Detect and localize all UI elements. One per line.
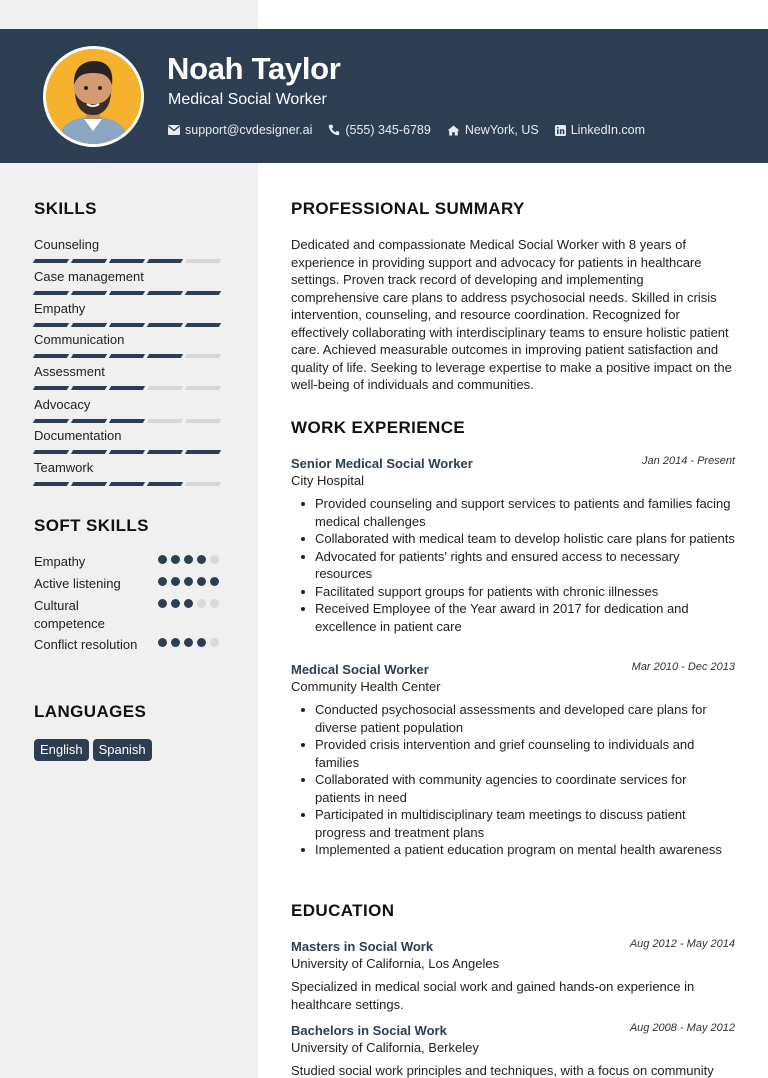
rating-dot xyxy=(171,599,180,608)
education-description: Specialized in medical social work and gained hands-on experience in healthcare settings. xyxy=(291,979,695,1012)
bullet-item: Collaborated with medical team to develop holistic care plans for patients xyxy=(291,530,735,548)
skill-level-bar xyxy=(34,291,224,295)
job-role: Medical Social Worker xyxy=(291,662,429,677)
contact-linkedin-text: LinkedIn.com xyxy=(570,123,646,137)
bullet-item: Advocated for patients' rights and ensured access to necessary resources xyxy=(291,548,735,583)
rating-dot xyxy=(158,577,167,586)
languages-heading: LANGUAGES xyxy=(34,702,147,721)
education-heading: EDUCATION xyxy=(291,901,395,920)
contact-location xyxy=(447,123,539,137)
rating-dot xyxy=(158,599,167,608)
skill-level-segment xyxy=(71,354,107,358)
rating-dot xyxy=(210,638,219,647)
skill-name: Advocacy xyxy=(34,397,91,412)
skill-level-segment xyxy=(33,323,69,327)
job-bullets xyxy=(291,701,735,859)
skill-name: Case management xyxy=(34,269,144,284)
skill-level-segment xyxy=(147,386,183,390)
skill-name: Teamwork xyxy=(34,460,94,475)
skill-name: Empathy xyxy=(34,301,86,316)
bullet-item: Facilitated support groups for patients with chronic illnesses xyxy=(291,583,735,601)
skill-level-segment xyxy=(71,419,107,423)
rating-dot xyxy=(158,638,167,647)
skill-level-segment xyxy=(109,419,145,423)
resume-header xyxy=(0,29,768,163)
bullet-item: Implemented a patient education program on mental health awareness xyxy=(291,841,735,859)
bullet-item: Conducted psychosocial assessments and developed care plans for diverse patient population xyxy=(291,701,735,736)
bullet-item: Provided counseling and support services to patients and families facing medical challenges xyxy=(291,495,735,530)
skill-level-bar xyxy=(34,259,224,263)
skill-level-segment xyxy=(109,259,145,263)
rating-dot xyxy=(158,555,167,564)
soft-skill-dots xyxy=(158,599,223,608)
degree-name: Bachelors in Social Work xyxy=(291,1023,447,1038)
skill-name: Communication xyxy=(34,332,125,347)
experience-entry xyxy=(291,661,735,859)
skill-level-segment xyxy=(109,450,145,454)
skill-level-segment xyxy=(109,323,145,327)
soft-skill-item xyxy=(34,597,224,633)
rating-dot xyxy=(197,555,206,564)
experience-heading: WORK EXPERIENCE xyxy=(291,418,466,437)
skill-level-segment xyxy=(71,482,107,486)
rating-dot xyxy=(197,638,206,647)
rating-dot xyxy=(210,577,219,586)
skill-name: Documentation xyxy=(34,428,122,443)
contact-row xyxy=(168,123,661,137)
linkedin-icon xyxy=(555,125,566,136)
education-dates: Aug 2012 - May 2014 xyxy=(629,938,735,950)
skill-level-segment xyxy=(147,419,183,423)
skill-level-bar xyxy=(34,419,224,423)
job-dates: Jan 2014 - Present xyxy=(642,455,735,467)
skill-level-segment xyxy=(33,482,69,486)
rating-dot xyxy=(184,638,193,647)
soft-skills-heading: SOFT SKILLS xyxy=(34,516,149,535)
rating-dot xyxy=(184,555,193,564)
skill-level-bar xyxy=(34,450,224,454)
candidate-title: Medical Social Worker xyxy=(168,91,327,108)
rating-dot xyxy=(171,577,180,586)
bullet-item: Participated in multidisciplinary team meetings to discuss patient progress and treatment plans xyxy=(291,806,735,841)
skill-item xyxy=(34,237,224,263)
rating-dot xyxy=(197,577,206,586)
soft-skill-item xyxy=(34,636,224,654)
skills-heading: SKILLS xyxy=(34,199,97,218)
job-organization: Community Health Center xyxy=(291,679,441,694)
soft-skill-name: Empathy xyxy=(34,554,86,569)
skill-level-segment xyxy=(147,259,183,263)
skill-level-segment xyxy=(185,323,221,327)
skill-level-segment xyxy=(33,419,69,423)
skill-level-segment xyxy=(71,259,107,263)
job-organization: City Hospital xyxy=(291,473,364,488)
skill-level-bar xyxy=(34,482,224,486)
contact-email[interactable] xyxy=(168,123,312,137)
skill-level-segment xyxy=(33,450,69,454)
summary-text: Dedicated and compassionate Medical Social Worker with 8 years of experience in providing support and advocacy for patients in healthcare settings. Proven track record of developing and implementing comprehensive care plans to address psychosocial needs. Skilled in crisis intervention, counseling, and resource coordination. Recognized for effectively collaborating with interdisciplinary teams to ensure holistic patient care. Achieved measurable outcomes in improving patient satisfaction and quality of life. Seeking to leverage expertise to make a positive impact on the well-being of individuals and communities. xyxy=(291,237,732,392)
experience-entry xyxy=(291,455,735,635)
contact-phone[interactable] xyxy=(328,123,430,137)
skill-level-segment xyxy=(185,291,221,295)
skill-level-bar xyxy=(34,386,224,390)
skill-level-segment xyxy=(109,291,145,295)
skill-level-segment xyxy=(109,354,145,358)
soft-skill-dots xyxy=(158,577,223,586)
rating-dot xyxy=(171,638,180,647)
skill-item xyxy=(34,364,224,390)
soft-skill-name: Cultural competence xyxy=(34,598,105,631)
soft-skill-name: Active listening xyxy=(34,576,121,591)
skill-item xyxy=(34,332,224,358)
language-badge: English xyxy=(34,739,89,761)
contact-phone-text: (555) 345-6789 xyxy=(345,123,431,137)
school-name: University of California, Los Angeles xyxy=(291,956,500,971)
skill-item xyxy=(34,460,224,486)
job-dates: Mar 2010 - Dec 2013 xyxy=(631,661,735,673)
bullet-item: Received Employee of the Year award in 2017 for dedication and excellence in patient care xyxy=(291,600,735,635)
skill-item xyxy=(34,269,224,295)
bullet-item: Provided crisis intervention and grief counseling to individuals and families xyxy=(291,736,735,771)
envelope-icon xyxy=(168,125,180,135)
job-role: Senior Medical Social Worker xyxy=(291,456,473,471)
skill-level-segment xyxy=(185,450,221,454)
skill-level-segment xyxy=(147,450,183,454)
skill-level-segment xyxy=(185,386,221,390)
rating-dot xyxy=(210,555,219,564)
profile-photo xyxy=(46,49,141,144)
education-entry xyxy=(291,938,735,1013)
skill-level-bar xyxy=(34,323,224,327)
skill-name: Assessment xyxy=(34,364,105,379)
soft-skill-dots xyxy=(158,638,223,647)
skill-level-segment xyxy=(185,482,221,486)
contact-linkedin[interactable] xyxy=(555,123,645,137)
skill-level-segment xyxy=(33,354,69,358)
rating-dot xyxy=(210,599,219,608)
skill-level-segment xyxy=(147,323,183,327)
language-badge: Spanish xyxy=(93,739,152,761)
rating-dot xyxy=(184,599,193,608)
phone-icon xyxy=(328,124,340,136)
skill-name: Counseling xyxy=(34,237,100,252)
skill-level-segment xyxy=(147,291,183,295)
skill-level-segment xyxy=(109,386,145,390)
rating-dot xyxy=(171,555,180,564)
languages-list xyxy=(34,739,156,761)
skill-item xyxy=(34,397,224,423)
contact-email-text: support@cvdesigner.ai xyxy=(185,123,313,137)
soft-skill-name: Conflict resolution xyxy=(34,637,138,652)
skill-level-segment xyxy=(185,259,221,263)
avatar xyxy=(43,46,144,147)
summary-heading: PROFESSIONAL SUMMARY xyxy=(291,199,525,218)
job-bullets xyxy=(291,495,735,635)
rating-dot xyxy=(197,599,206,608)
education-dates: Aug 2008 - May 2012 xyxy=(629,1022,735,1034)
school-name: University of California, Berkeley xyxy=(291,1040,479,1055)
soft-skill-item xyxy=(34,575,224,593)
rating-dot xyxy=(184,577,193,586)
skill-level-segment xyxy=(71,323,107,327)
skill-level-segment xyxy=(33,291,69,295)
skill-level-segment xyxy=(147,482,183,486)
skill-level-segment xyxy=(71,291,107,295)
skill-item xyxy=(34,428,224,454)
skill-item xyxy=(34,301,224,327)
soft-skill-dots xyxy=(158,555,223,564)
degree-name: Masters in Social Work xyxy=(291,939,434,954)
skill-level-segment xyxy=(109,482,145,486)
home-icon xyxy=(447,125,460,136)
skill-level-segment xyxy=(71,386,107,390)
candidate-name: Noah Taylor xyxy=(167,51,341,86)
skill-level-segment xyxy=(71,450,107,454)
bullet-item: Collaborated with community agencies to coordinate services for patients in need xyxy=(291,771,735,806)
soft-skill-item xyxy=(34,553,224,571)
skill-level-segment xyxy=(33,259,69,263)
skill-level-segment xyxy=(185,354,221,358)
skill-level-segment xyxy=(185,419,221,423)
skill-level-bar xyxy=(34,354,224,358)
education-description: Studied social work principles and techniques, with a focus on community xyxy=(291,1063,714,1078)
contact-location-text: NewYork, US xyxy=(464,123,539,137)
skill-level-segment xyxy=(147,354,183,358)
education-entry xyxy=(291,1022,735,1078)
skill-level-segment xyxy=(33,386,69,390)
